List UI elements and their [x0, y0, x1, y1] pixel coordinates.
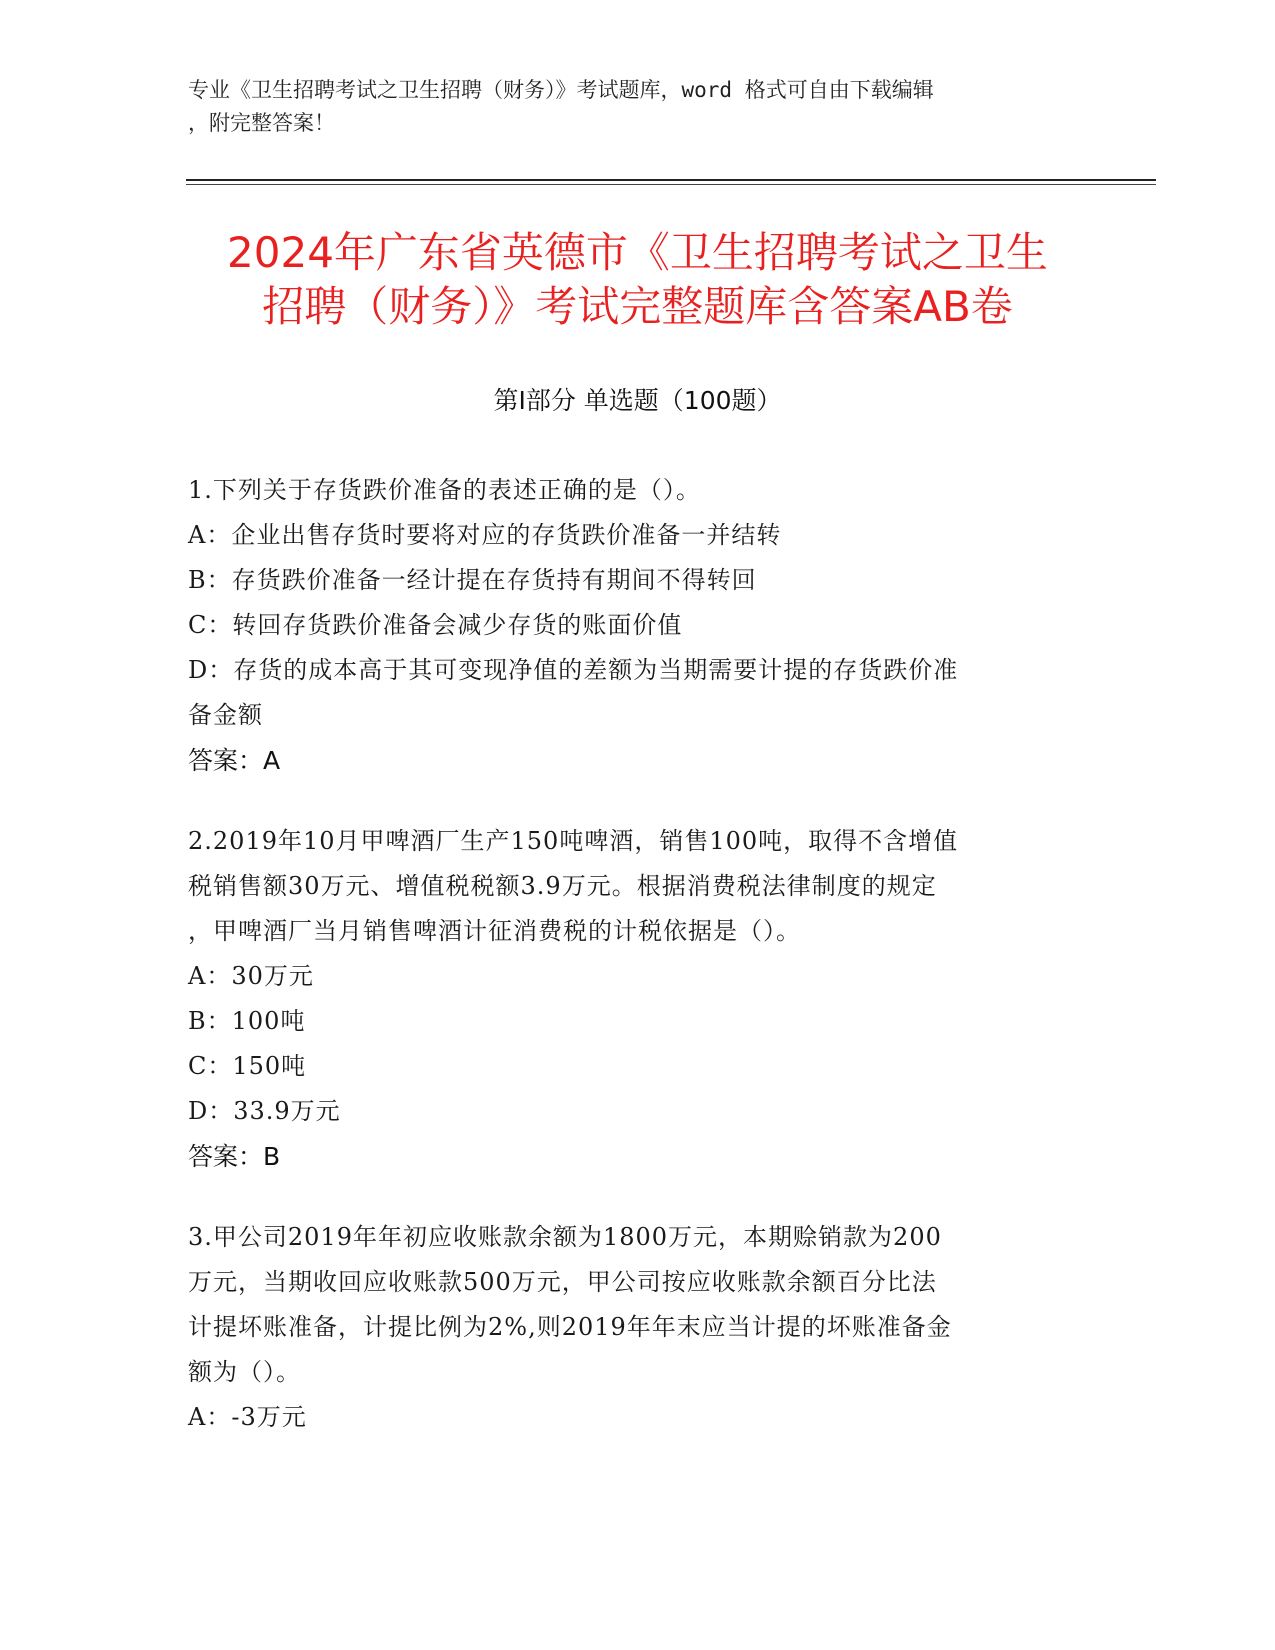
- question-2-option-a: A：30万元: [188, 962, 314, 990]
- question-1-option-d-cont: 备金额: [188, 701, 263, 729]
- question-2-option-c: C：150吨: [188, 1052, 307, 1080]
- question-list: [188, 468, 1078, 1476]
- question-3-stem: 3.甲公司2019年年初应收账款余额为1800万元，本期赊销款为200: [188, 1223, 942, 1251]
- question-1: [188, 468, 1078, 783]
- document-title-line-1: 2024年广东省英德市《卫生招聘考试之卫生: [227, 228, 1048, 277]
- question-3-option-a: A：-3万元: [188, 1403, 307, 1431]
- question-2-option-d: D：33.9万元: [188, 1097, 341, 1125]
- question-2-answer: 答案：B: [188, 1142, 281, 1171]
- question-2-stem-cont-1: 税销售额30万元、增值税税额3.9万元。根据消费税法律制度的规定: [188, 872, 937, 900]
- question-2-stem: 2.2019年10月甲啤酒厂生产150吨啤酒，销售100吨，取得不含增值: [188, 827, 959, 855]
- question-2: [188, 819, 1078, 1179]
- question-1-answer: 答案：A: [188, 746, 281, 775]
- question-3-stem-cont-1: 万元，当期收回应收账款500万元，甲公司按应收账款余额百分比法: [188, 1268, 937, 1296]
- question-3: [188, 1215, 1078, 1440]
- document-title: [160, 226, 1115, 334]
- question-1-stem: 1.下列关于存货跌价准备的表述正确的是（）。: [188, 476, 701, 504]
- question-2-stem-cont-2: ，甲啤酒厂当月销售啤酒计征消费税的计税依据是（）。: [188, 917, 801, 945]
- question-3-stem-cont-2: 计提坏账准备，计提比例为2%,则2019年年末应当计提的坏账准备金: [188, 1313, 952, 1341]
- header-note: 专业《卫生招聘考试之卫生招聘（财务）》考试题库，word 格式可自由下载编辑 ，附完整答案！: [188, 78, 934, 135]
- header-rule-thick: [186, 179, 1156, 181]
- question-1-option-d: D：存货的成本高于其可变现净值的差额为当期需要计提的存货跌价准: [188, 656, 959, 684]
- document-title-line-2: 招聘（财务）》考试完整题库含答案AB卷: [262, 282, 1013, 331]
- question-2-option-b: B：100吨: [188, 1007, 306, 1035]
- question-1-option-a: A：企业出售存货时要将对应的存货跌价准备一并结转: [188, 521, 782, 549]
- question-1-option-b: B：存货跌价准备一经计提在存货持有期间不得转回: [188, 566, 757, 594]
- question-1-option-c: C：转回存货跌价准备会减少存货的账面价值: [188, 611, 683, 639]
- question-3-stem-cont-3: 额为（）。: [188, 1358, 301, 1386]
- header-rule-thin: [186, 184, 1156, 185]
- section-heading: 第Ⅰ部分 单选题（100题）: [493, 386, 782, 415]
